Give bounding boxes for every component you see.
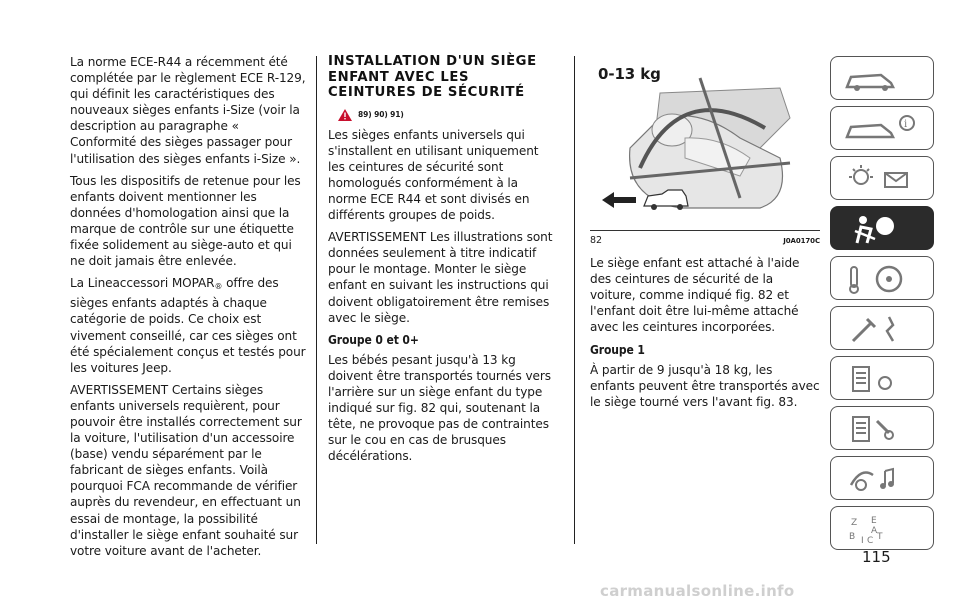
paragraph-group-1: À partir de 9 jusqu'à 18 kg, les enfants peuvent être transportés avec le siège tourné vers l'avant fig. 83.	[590, 362, 820, 409]
rear-facing-child-seat-illustration	[590, 58, 820, 228]
car-info-i-icon	[841, 113, 921, 145]
nav-tab-index[interactable]	[830, 506, 934, 550]
svg-text:A: A	[871, 526, 878, 536]
paragraph-mopar	[70, 275, 306, 376]
section-heading: INSTALLATION D'UN SIÈGE ENFANT AVEC LES CEINTURES DE SÉCURITÉ	[328, 54, 537, 100]
warning-triangle-icon	[338, 109, 352, 121]
paragraph-homologation: Tous les dispositifs de retenue pour les enfants doivent mentionner les données d'homologation ainsi que la marque de contrôle sur une étiquette fixée solidement au siège-auto et qui ne doit jamais être enlevée.	[70, 173, 301, 269]
mopar-text-b: offre des sièges enfants adaptés à chaque catégorie de poids. Ce choix est vivement conseillé, car ces sièges ont été spécialement conçus et testés pour les voitures Jeep.	[70, 276, 306, 375]
column-divider-1	[316, 56, 317, 544]
emergency-icon	[841, 313, 921, 345]
maintenance-icon	[841, 363, 921, 395]
text-column-2	[328, 54, 558, 470]
index-icon	[841, 513, 921, 545]
svg-text:C: C	[867, 536, 874, 545]
starting-driving-icon	[841, 263, 921, 295]
svg-text:B: B	[849, 532, 856, 542]
svg-text:E: E	[871, 516, 877, 526]
svg-text:i: i	[904, 119, 908, 130]
group-1-title: Groupe 1	[590, 342, 645, 357]
nav-tab-multimedia[interactable]	[830, 456, 934, 500]
nav-tab-emergency[interactable]	[830, 306, 934, 350]
figure-number: 82	[590, 235, 602, 246]
nav-tab-starting-driving[interactable]	[830, 256, 934, 300]
registered-mark: ®	[214, 282, 223, 292]
warning-references	[338, 107, 558, 123]
text-column-1	[70, 54, 306, 565]
nav-tab-car-information[interactable]	[830, 106, 934, 150]
figure-weight-label: 0-13 kg	[598, 65, 661, 83]
warning-lights-icon	[841, 163, 921, 195]
technical-data-icon	[841, 413, 921, 445]
text-column-3	[590, 58, 820, 416]
mopar-text-a: La Lineaccessori MOPAR	[70, 276, 215, 291]
svg-text:Z: Z	[851, 518, 858, 528]
paragraph-warning-base: AVERTISSEMENT Certains sièges enfants universels requièrent, pour pouvoir être installés correctement sur la voiture, l'utilisation d'un accessoire (base) vendu séparément par le fabricant de sièges enfants. Voilà pourquoi FCA recommande de vérifier auprès du revendeur, en effectuant un essai de montage, la possibilité d'installer le siège enfant souhaité sur votre voiture avant de l'acheter.	[70, 382, 302, 558]
child-seat-figure	[590, 58, 820, 228]
nav-tab-maintenance[interactable]	[830, 356, 934, 400]
figure-code: J0A0170C	[783, 237, 820, 245]
group-0-title: Groupe 0 et 0+	[328, 332, 419, 347]
svg-text:T: T	[877, 532, 883, 542]
nav-tab-safety[interactable]	[830, 206, 934, 250]
paragraph-illustrations-warning: AVERTISSEMENT Les illustrations sont données seulement à titre indicatif pour le montage. Monter le siège enfant en suivant les instructions qui doivent obligatoirement être remises avec le siège.	[328, 230, 553, 325]
nav-tab-car-overview[interactable]	[830, 56, 934, 100]
column-divider-2	[574, 56, 575, 544]
svg-text:I: I	[861, 536, 864, 545]
nav-tab-technical-data[interactable]	[830, 406, 934, 450]
paragraph-ece-r129: La norme ECE-R44 a récemment été complétée par le règlement ECE R-129, qui définit les caractéristiques des nouveaux sièges enfants i-Size (voir la description au paragraphe « Conformité des sièges passager pour l'utilisation des sièges enfants i-Size ».	[70, 55, 306, 166]
figure-caption	[590, 230, 820, 249]
nav-tab-warning-lights[interactable]	[830, 156, 934, 200]
paragraph-universal-seats: Les sièges enfants universels qui s'installent en utilisant uniquement les ceintures de sécurité sont homologués conformément à la norme ECE R44 et sont divisés en différents groupes de poids.	[328, 127, 539, 223]
paragraph-seat-attachment: Le siège enfant est attaché à l'aide des ceintures de sécurité de la voiture, comme indiqué fig. 82 et l'enfant doit être lui-même attaché avec les ceintures incorporées.	[590, 256, 800, 335]
safety-airbag-icon	[841, 213, 921, 245]
warning-numbers: 89) 90) 91)	[358, 109, 404, 119]
watermark: carmanualsonline.info	[600, 582, 795, 600]
paragraph-group-0: Les bébés pesant jusqu'à 13 kg doivent être transportés tournés vers l'arrière sur un siège enfant du type indiqué sur fig. 82 qui, soutenant la tête, ne provoque pas de contraintes sur le cou en cas de brusques décélérations.	[328, 352, 551, 464]
page-number: 115	[862, 548, 891, 566]
multimedia-icon	[841, 463, 921, 495]
car-info-icon	[841, 63, 901, 95]
